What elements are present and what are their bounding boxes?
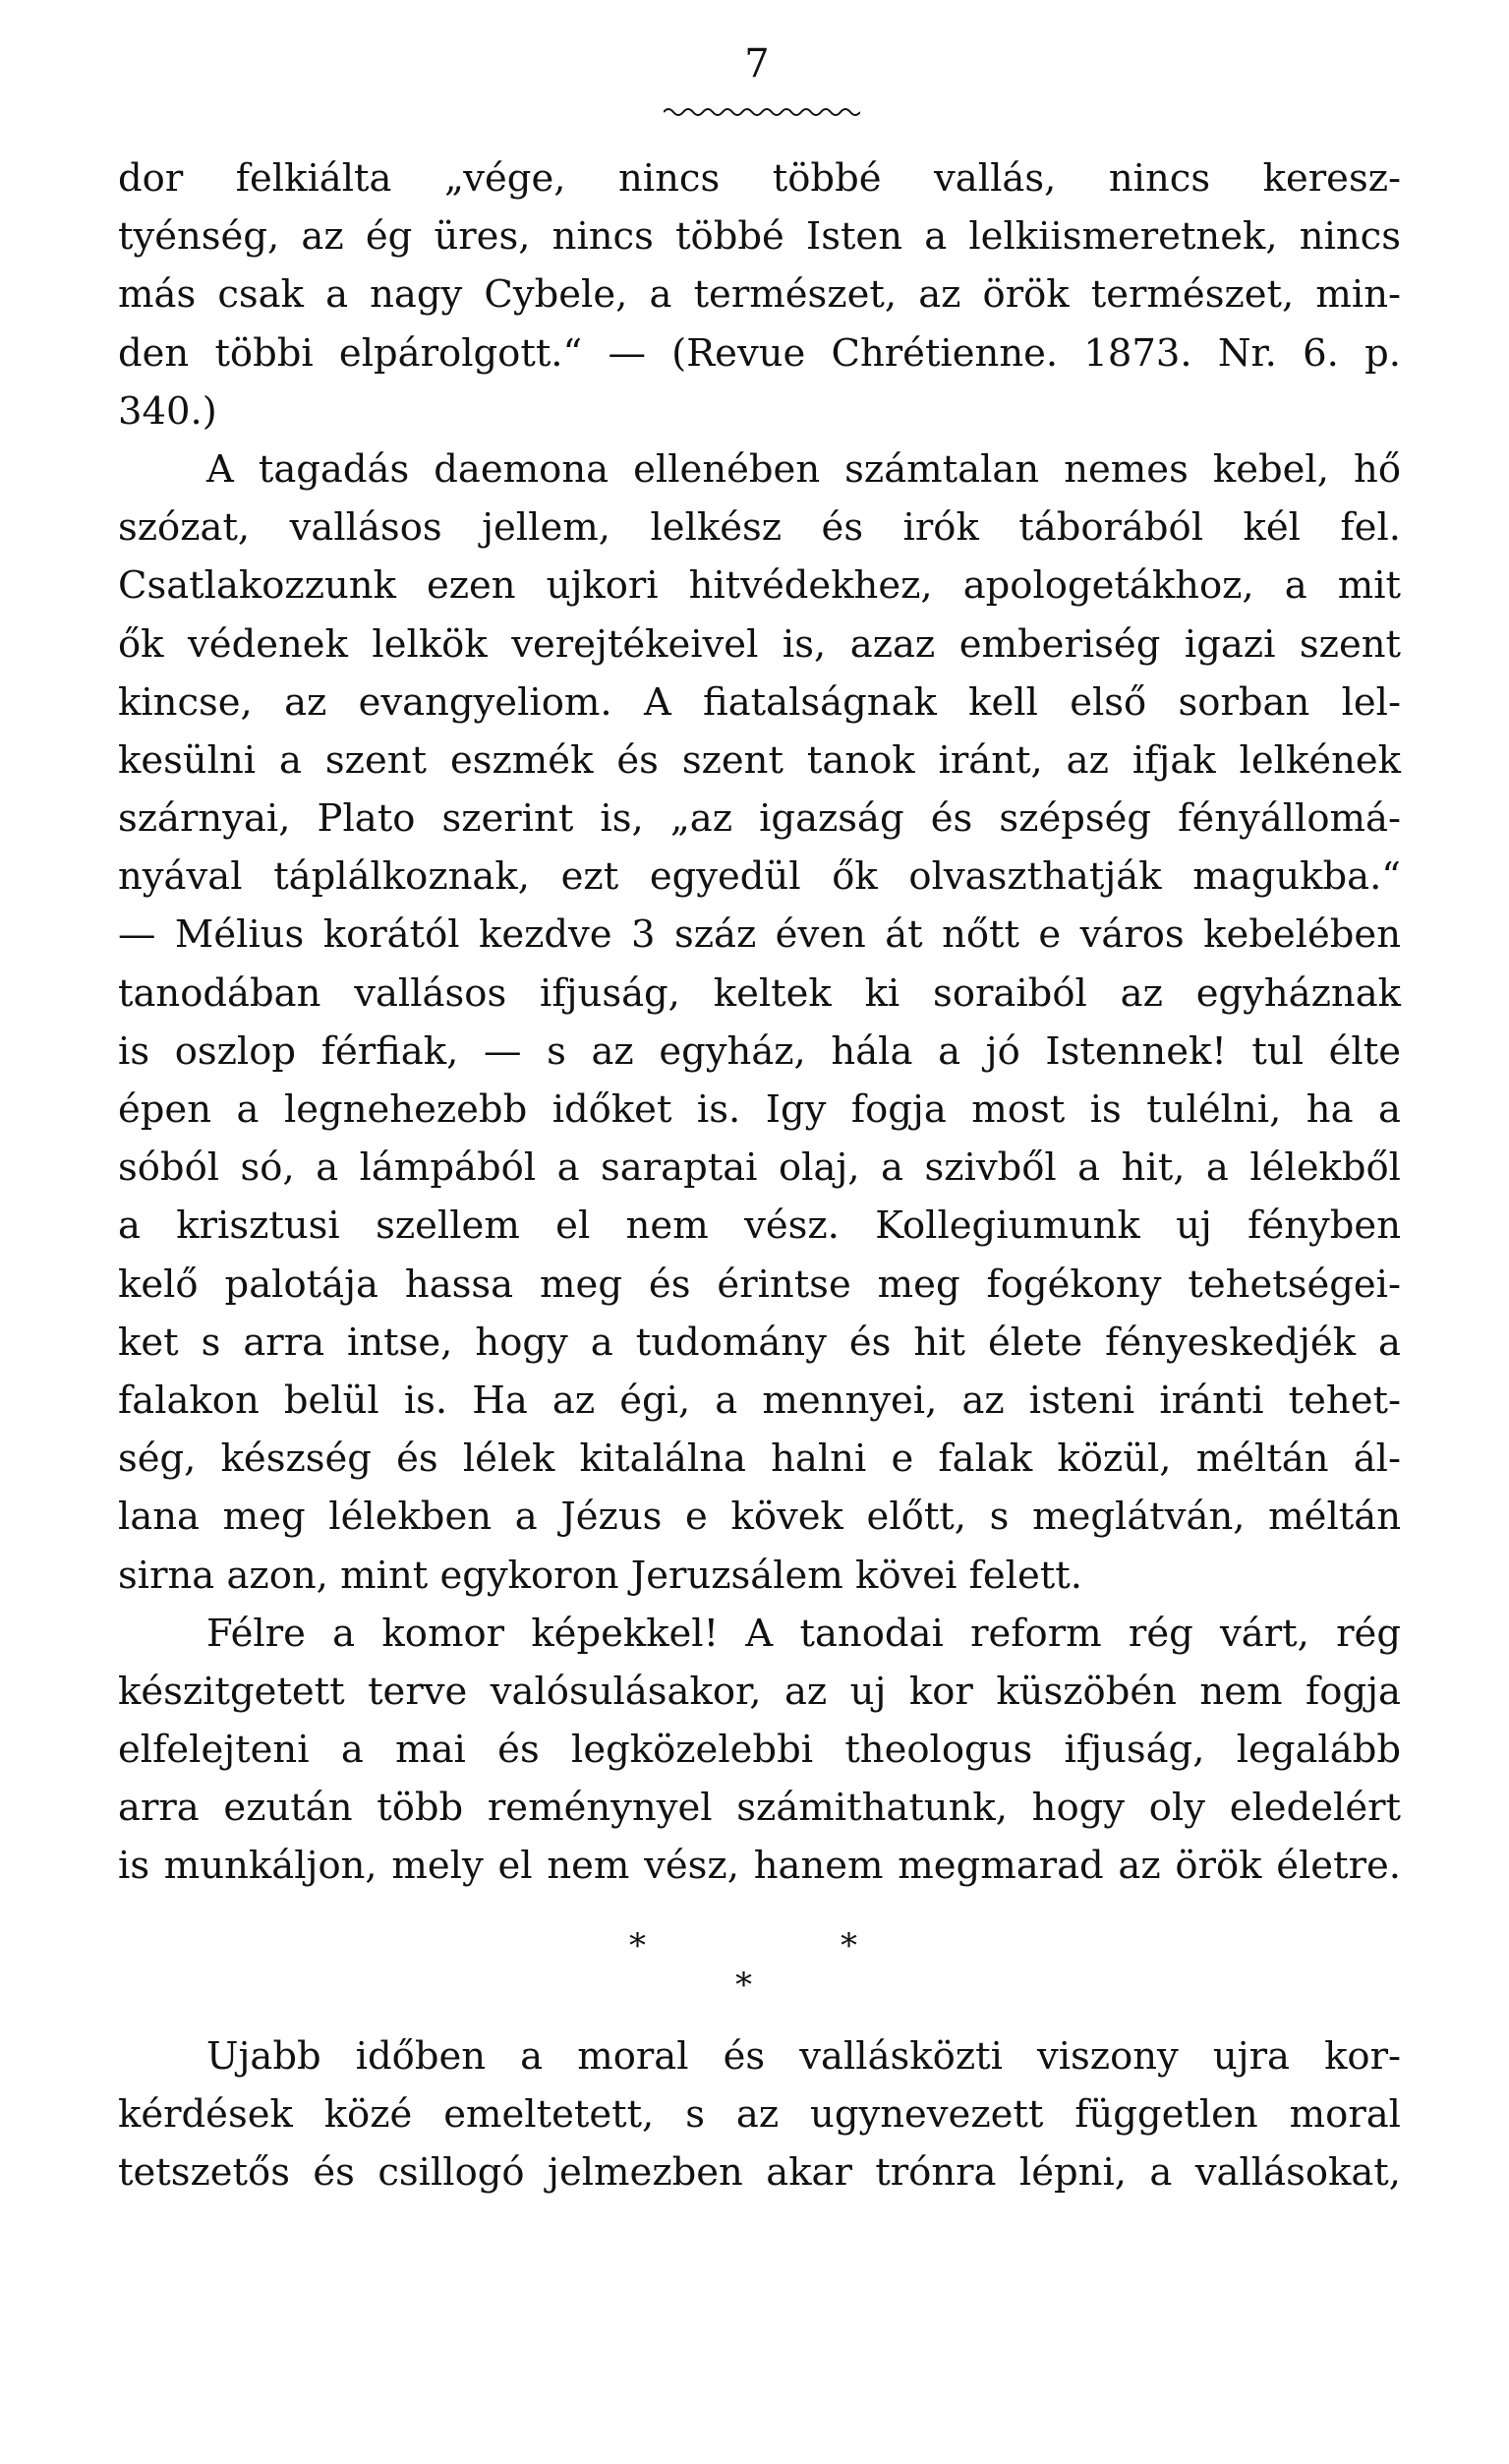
text-line: 340.) <box>118 388 217 434</box>
text-line: tanodában vallásos ifjuság, keltek ki soraiból az egyháznak <box>118 970 1401 1016</box>
text-line: sóból só, a lámpából a saraptai olaj, a szivből a hit, a lélekből <box>118 1145 1401 1191</box>
text-line: falakon belül is. Ha az égi, a mennyei, az isteni iránti tehet- <box>118 1378 1401 1423</box>
text-line: sirna azon, mint egykoron Jeruzsálem kövei felett. <box>118 1553 1082 1598</box>
text-line: den többi elpárolgott.“ — (Revue Chrétienne. 1873. Nr. 6. p. <box>118 330 1401 376</box>
text-line: készitgetett terve valósulásakor, az uj kor küszöbén nem fogja <box>118 1669 1401 1714</box>
text-line: kesülni a szent eszmék és szent tanok iránt, az ifjak lelkének <box>118 737 1401 783</box>
asterism-separator <box>118 1921 1401 2027</box>
text-line: kelő palotája hassa meg és érintse meg fogékony tehetségei- <box>118 1261 1401 1307</box>
paragraph-2 <box>118 440 1401 1605</box>
asterisk-icon: * <box>841 1925 857 1965</box>
text-line: Félre a komor képekkel! A tanodai reform rég várt, rég <box>206 1611 1401 1656</box>
text-line: Csatlakozzunk ezen ujkori hitvédekhez, apologetákhoz, a mit <box>118 563 1401 609</box>
closing-paragraph <box>118 2027 1401 2202</box>
text-line: szárnyai, Plato szerint is, „az igazság és szépség fényállomá- <box>118 796 1401 842</box>
text-line: épen a legnehezebb időket is. Igy fogja most is tulélni, ha a <box>118 1087 1401 1132</box>
text-line: is oszlop férfiak, — s az egyház, hála a jó Istennek! tul élte <box>118 1028 1401 1074</box>
wavy-ornament-icon <box>664 106 860 118</box>
text-line: a krisztusi szellem el nem vész. Kollegiumunk uj fényben <box>118 1203 1401 1249</box>
text-line: elfelejteni a mai és legközelebbi theologus ifjuság, legalább <box>118 1728 1401 1773</box>
text-line: kérdések közé emeltetett, s az ugynevezett független moral <box>118 2091 1401 2137</box>
paragraph-1 <box>118 149 1401 440</box>
page-number: 7 <box>744 41 770 87</box>
text-line: A tagadás daemona ellenében számtalan nemes kebel, hő <box>206 446 1401 492</box>
spacer <box>118 1896 1401 1921</box>
text-line: tyénség, az ég üres, nincs többé Isten a lelkiismeretnek, nincs <box>118 214 1401 260</box>
text-line: ket s arra intse, hogy a tudomány és hit élete fényeskedjék a <box>118 1320 1401 1365</box>
text-line: nyával táplálkoznak, ezt egyedül ők olvaszthatják magukba.“ <box>118 854 1401 900</box>
body-text <box>118 149 1401 2201</box>
text-line: tetszetős és csillogó jelmezben akar trónra lépni, a vallásokat, <box>118 2150 1401 2195</box>
text-line: ség, készség és lélek kitalálna halni e falak közül, méltán ál- <box>118 1437 1401 1482</box>
text-line: lana meg lélekben a Jézus e kövek előtt, s meglátván, méltán <box>118 1495 1401 1540</box>
text-line: arra ezután több reménynyel számithatunk, hogy oly eledelért <box>118 1786 1401 1831</box>
text-line: ők védenek lelkök verejtékeivel is, azaz emberiség igazi szent <box>118 621 1401 667</box>
text-line: kincse, az evangyeliom. A fiatalságnak kell első sorban lel- <box>118 679 1401 725</box>
asterisk-icon: * <box>735 1965 752 2005</box>
text-line: Ujabb időben a moral és vallásközti viszony ujra kor- <box>206 2033 1401 2079</box>
text-line: szózat, vallásos jellem, lelkész és irók táborából kél fel. <box>118 505 1401 551</box>
text-line: — Mélius korától kezdve 3 száz éven át nőtt e város kebelében <box>118 912 1401 958</box>
text-line: is munkáljon, mely el nem vész, hanem megmarad az örök életre. <box>118 1844 1401 1889</box>
text-line: dor felkiálta „vége, nincs többé vallás, nincs keresz- <box>118 156 1401 201</box>
paragraph-3 <box>118 1605 1401 1896</box>
text-line: más csak a nagy Cybele, a természet, az örök természet, min- <box>118 272 1401 318</box>
asterisk-icon: * <box>629 1925 646 1965</box>
